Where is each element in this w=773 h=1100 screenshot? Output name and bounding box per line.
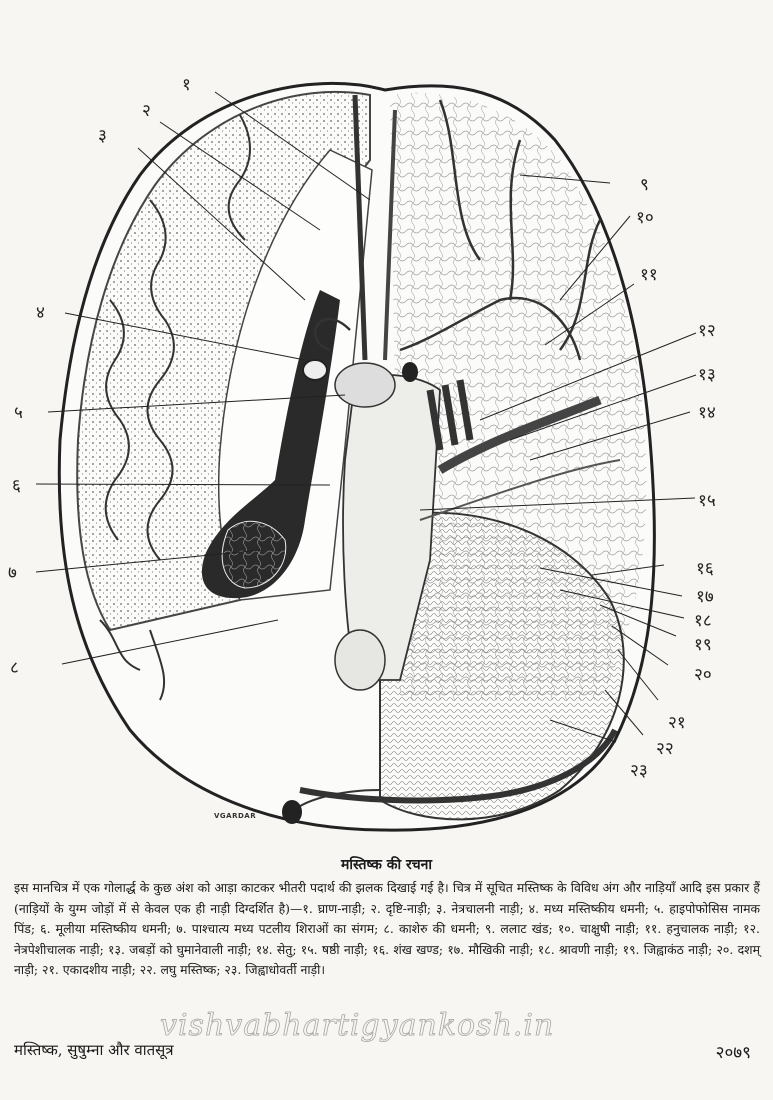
label-20: २० [694, 665, 712, 685]
footer-running-title: मस्तिष्क, सुषुम्ना और वातसूत्र [14, 1041, 174, 1059]
label-12: १२ [698, 321, 716, 341]
label-6: ६ [12, 476, 21, 496]
label-11: ११ [640, 265, 658, 285]
label-15: १५ [698, 491, 716, 511]
label-9: ९ [640, 175, 649, 195]
artist-signature: VGARDAR [214, 812, 257, 820]
label-5: ५ [14, 403, 23, 423]
page-number: २०७९ [715, 1043, 751, 1063]
label-2: २ [142, 101, 151, 121]
brain-outline [59, 83, 654, 830]
caption-title: मस्तिष्क की रचना [341, 857, 432, 873]
watermark: vishvabhartigyankosh.in [160, 1008, 555, 1043]
label-19: १९ [694, 635, 712, 655]
label-23: २३ [630, 761, 648, 781]
label-18: १८ [694, 611, 712, 631]
label-14: १४ [698, 403, 716, 423]
label-16: १६ [696, 559, 714, 579]
label-8: ८ [10, 658, 19, 678]
caption-body: इस मानचित्र में एक गोलार्द्ध के कुछ अंश को आड़ा काटकर भीतरी पदार्थ की झलक दिखाई गई है। चित्र में सूचित मस्तिष्क के विविध अंग और नाड़ियाँ आदि इस प्रकार हैं (नाड़ियों के युग्म जोड़ों में से केवल एक ही नाड़ी दिग्दर्शित है)—१. घ्राण-नाड़ी; २. दृष्टि-नाड़ी; ३. नेत्रचालनी नाड़ी; ४. मध्य मस्तिष्कीय धमनी; ५. हाइपोफोसिस नामक पिंड; ६. मूलीया मस्तिष्कीय धमनी; ७. पाश्चात्य मध्य पटलीय शिराओं का संगम; ८. काशेरु की धमनी; ९. ललाट खंड; १०. चाक्षुषी नाड़ी; ११. हनुचालक नाड़ी; १२. नेत्रपेशीचालक नाड़ी; १३. जबड़ों को घुमानेवाली नाड़ी; १४. सेतु; १५. षष्ठी नाड़ी; १६. शंख खण्ड; १७. मौखिकी नाड़ी; १८. श्रावणी नाड़ी; १९. जिह्वाकंठ नाड़ी; २०. दशम् नाड़ी; २१. एकादशीय नाड़ी; २२. लघु मस्तिष्क; २३. जिह्वाधोवर्ती नाड़ी। [14, 880, 760, 977]
label-3: ३ [98, 126, 107, 146]
label-4: ४ [36, 303, 45, 323]
label-13: १३ [698, 365, 716, 385]
label-1: १ [182, 75, 191, 95]
label-22: २२ [656, 739, 674, 759]
label-21: २१ [668, 713, 686, 733]
label-10: १० [636, 208, 654, 228]
label-7: ७ [8, 563, 17, 583]
label-17: १७ [696, 587, 714, 607]
